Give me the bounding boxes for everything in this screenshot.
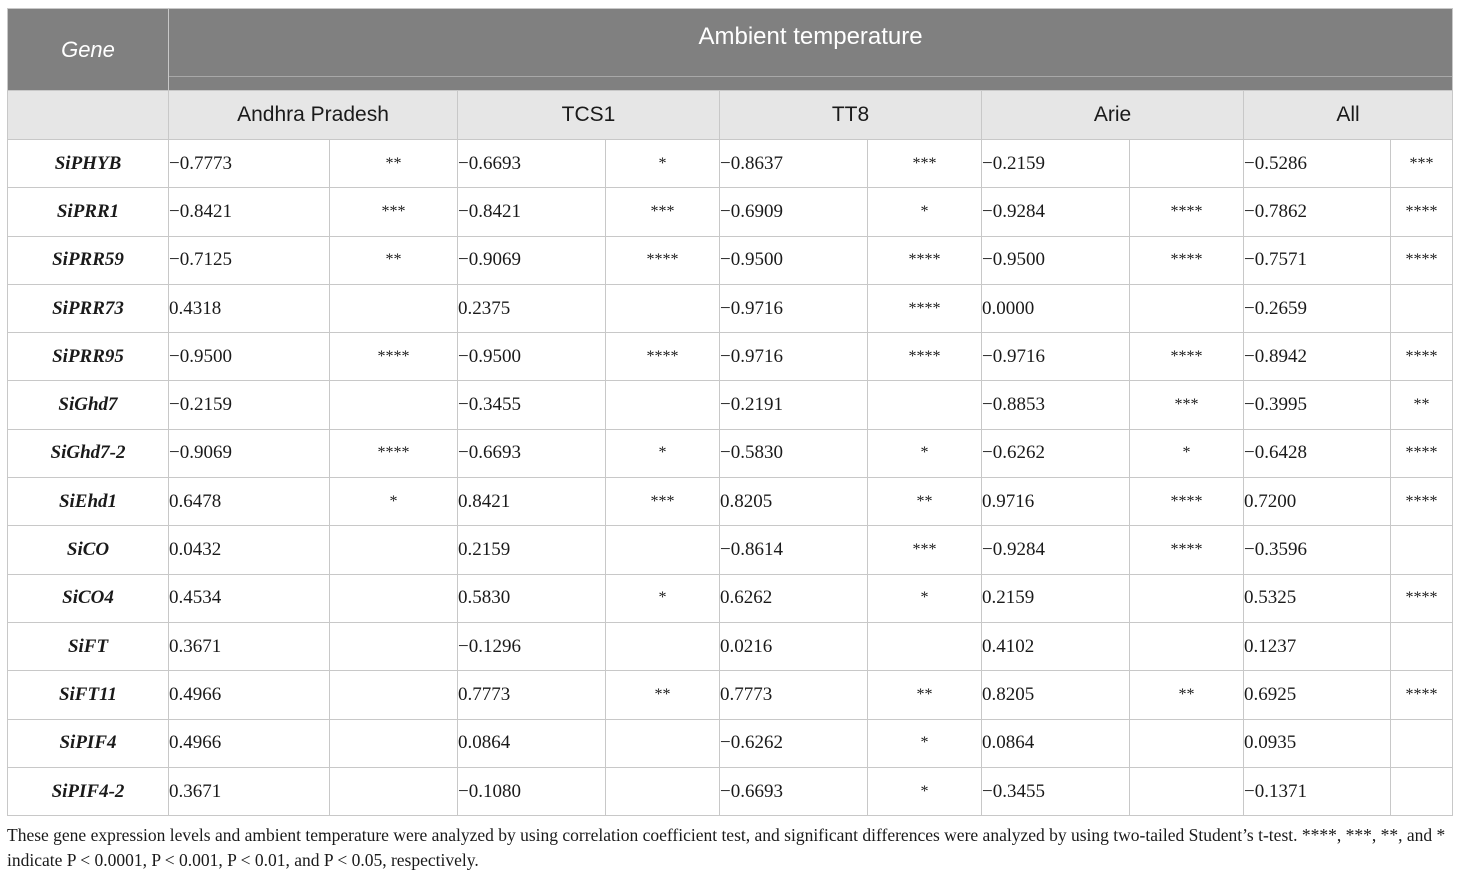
table-body	[8, 140, 1453, 816]
significance-mark: *	[606, 574, 720, 622]
significance-mark	[330, 622, 458, 670]
significance-mark	[1130, 719, 1244, 767]
significance-mark	[1391, 767, 1453, 815]
significance-mark	[606, 622, 720, 670]
gene-name: SiCO	[8, 526, 169, 574]
correlation-value: 0.0000	[982, 284, 1130, 332]
correlation-value: 0.6478	[169, 478, 330, 526]
header-row-top	[8, 9, 1453, 91]
significance-mark	[1391, 526, 1453, 574]
table-row	[8, 478, 1453, 526]
significance-mark: **	[868, 671, 982, 719]
correlation-table	[7, 8, 1453, 816]
significance-mark	[330, 671, 458, 719]
significance-mark: ****	[868, 236, 982, 284]
table-row	[8, 574, 1453, 622]
significance-mark: ****	[330, 429, 458, 477]
correlation-value: −0.3455	[458, 381, 606, 429]
gene-name: SiFT11	[8, 671, 169, 719]
significance-mark: *	[1130, 429, 1244, 477]
correlation-value: −0.2191	[720, 381, 868, 429]
correlation-value: −0.1371	[1244, 767, 1391, 815]
significance-mark: ****	[330, 333, 458, 381]
gene-name: SiCO4	[8, 574, 169, 622]
correlation-value: −0.8853	[982, 381, 1130, 429]
significance-mark: ****	[868, 333, 982, 381]
significance-mark: ****	[1391, 671, 1453, 719]
table-row	[8, 526, 1453, 574]
correlation-value: −0.8421	[458, 188, 606, 236]
correlation-value: −0.1296	[458, 622, 606, 670]
significance-mark: ***	[1391, 140, 1453, 188]
correlation-value: −0.8637	[720, 140, 868, 188]
significance-mark: ****	[1130, 188, 1244, 236]
significance-mark: ***	[868, 526, 982, 574]
correlation-value: −0.9716	[720, 333, 868, 381]
header-divider	[169, 76, 1452, 77]
gene-name: SiPRR95	[8, 333, 169, 381]
correlation-value: 0.2159	[982, 574, 1130, 622]
significance-mark: ****	[606, 236, 720, 284]
significance-mark	[606, 381, 720, 429]
correlation-value: −0.9069	[169, 429, 330, 477]
gene-name: SiEhd1	[8, 478, 169, 526]
table-row	[8, 140, 1453, 188]
correlation-value: −0.6428	[1244, 429, 1391, 477]
correlation-value: −0.9069	[458, 236, 606, 284]
gene-name: SiPIF4	[8, 719, 169, 767]
table-row	[8, 429, 1453, 477]
significance-mark	[330, 526, 458, 574]
significance-mark	[1391, 622, 1453, 670]
significance-mark: *	[606, 429, 720, 477]
significance-mark	[868, 381, 982, 429]
table-row	[8, 236, 1453, 284]
correlation-value: −0.2159	[169, 381, 330, 429]
correlation-value: 0.5830	[458, 574, 606, 622]
correlation-value: 0.8205	[982, 671, 1130, 719]
correlation-value: 0.6262	[720, 574, 868, 622]
correlation-value: 0.1237	[1244, 622, 1391, 670]
correlation-value: −0.9500	[982, 236, 1130, 284]
gene-header-blank	[8, 91, 169, 140]
ambient-temperature-header	[169, 9, 1453, 91]
correlation-value: −0.3455	[982, 767, 1130, 815]
gene-name: SiPHYB	[8, 140, 169, 188]
correlation-value: 0.0216	[720, 622, 868, 670]
column-header: All	[1244, 91, 1453, 140]
correlation-value: 0.0864	[982, 719, 1130, 767]
significance-mark: ****	[1391, 429, 1453, 477]
significance-mark	[1130, 284, 1244, 332]
column-header: Andhra Pradesh	[169, 91, 458, 140]
significance-mark	[606, 767, 720, 815]
correlation-value: −0.6262	[982, 429, 1130, 477]
significance-mark: ****	[606, 333, 720, 381]
significance-mark	[330, 767, 458, 815]
correlation-value: 0.2375	[458, 284, 606, 332]
gene-name: SiPRR59	[8, 236, 169, 284]
significance-mark: ****	[1391, 236, 1453, 284]
significance-mark: *	[330, 478, 458, 526]
significance-mark	[1130, 574, 1244, 622]
correlation-value: −0.9716	[982, 333, 1130, 381]
correlation-value: −0.7773	[169, 140, 330, 188]
correlation-value: −0.8421	[169, 188, 330, 236]
correlation-value: −0.8614	[720, 526, 868, 574]
table-row	[8, 719, 1453, 767]
gene-name: SiPRR73	[8, 284, 169, 332]
correlation-value: 0.5325	[1244, 574, 1391, 622]
significance-mark	[606, 526, 720, 574]
ambient-temperature-label: Ambient temperature	[698, 23, 923, 50]
significance-mark: **	[330, 236, 458, 284]
significance-mark	[330, 381, 458, 429]
significance-mark: ****	[868, 284, 982, 332]
correlation-value: 0.4318	[169, 284, 330, 332]
significance-mark: *	[868, 574, 982, 622]
significance-mark	[330, 719, 458, 767]
correlation-value: −0.3596	[1244, 526, 1391, 574]
correlation-value: −0.6693	[458, 140, 606, 188]
table-row	[8, 333, 1453, 381]
correlation-value: 0.8421	[458, 478, 606, 526]
gene-header: Gene	[8, 9, 169, 91]
correlation-value: −0.9500	[720, 236, 868, 284]
significance-mark: ***	[606, 188, 720, 236]
significance-mark: ****	[1130, 526, 1244, 574]
correlation-value: 0.8205	[720, 478, 868, 526]
significance-mark: ***	[1130, 381, 1244, 429]
correlation-value: −0.7862	[1244, 188, 1391, 236]
correlation-value: −0.1080	[458, 767, 606, 815]
correlation-value: 0.2159	[458, 526, 606, 574]
gene-name: SiPRR1	[8, 188, 169, 236]
correlation-value: −0.9284	[982, 526, 1130, 574]
correlation-value: 0.4966	[169, 719, 330, 767]
significance-mark: *	[868, 719, 982, 767]
significance-mark: ****	[1130, 333, 1244, 381]
significance-mark	[330, 574, 458, 622]
correlation-value: 0.4534	[169, 574, 330, 622]
significance-mark	[330, 284, 458, 332]
significance-mark	[1130, 622, 1244, 670]
significance-mark	[868, 622, 982, 670]
significance-mark: **	[606, 671, 720, 719]
table-footnote: These gene expression levels and ambient temperature were analyzed by using correlation coefficient test, and significant differences were analyzed by using two-tailed Student’s t-test. ****, ***, **, and * indicate P < 0.0001, P < 0.001, P < 0.01, and P < 0.05, respectively.	[7, 825, 1446, 870]
correlation-value: −0.8942	[1244, 333, 1391, 381]
correlation-value: 0.0432	[169, 526, 330, 574]
significance-mark	[1130, 767, 1244, 815]
correlation-value: 0.7773	[720, 671, 868, 719]
significance-mark: ****	[1130, 236, 1244, 284]
correlation-value: 0.7200	[1244, 478, 1391, 526]
significance-mark	[606, 719, 720, 767]
significance-mark: ****	[1391, 333, 1453, 381]
gene-name: SiGhd7	[8, 381, 169, 429]
correlation-value: −0.7571	[1244, 236, 1391, 284]
correlation-value: 0.4102	[982, 622, 1130, 670]
table-row	[8, 381, 1453, 429]
correlation-value: −0.2659	[1244, 284, 1391, 332]
correlation-value: −0.2159	[982, 140, 1130, 188]
significance-mark: **	[1391, 381, 1453, 429]
significance-mark	[1130, 140, 1244, 188]
significance-mark: ***	[868, 140, 982, 188]
significance-mark	[1391, 284, 1453, 332]
significance-mark: **	[868, 478, 982, 526]
significance-mark: *	[868, 429, 982, 477]
correlation-value: 0.3671	[169, 767, 330, 815]
significance-mark: ****	[1130, 478, 1244, 526]
correlation-value: −0.6693	[720, 767, 868, 815]
correlation-value: −0.9716	[720, 284, 868, 332]
table-row	[8, 622, 1453, 670]
significance-mark	[1391, 719, 1453, 767]
table-row	[8, 188, 1453, 236]
significance-mark: ***	[606, 478, 720, 526]
header-row-sub	[8, 91, 1453, 140]
correlation-value: 0.7773	[458, 671, 606, 719]
significance-mark: *	[606, 140, 720, 188]
significance-mark	[606, 284, 720, 332]
correlation-value: 0.4966	[169, 671, 330, 719]
gene-name: SiGhd7-2	[8, 429, 169, 477]
gene-name: SiPIF4-2	[8, 767, 169, 815]
correlation-value: −0.7125	[169, 236, 330, 284]
table-row	[8, 284, 1453, 332]
significance-mark: ****	[1391, 574, 1453, 622]
significance-mark: *	[868, 188, 982, 236]
correlation-value: −0.6262	[720, 719, 868, 767]
correlation-value: −0.9500	[169, 333, 330, 381]
table-row	[8, 767, 1453, 815]
correlation-value: 0.3671	[169, 622, 330, 670]
significance-mark: **	[330, 140, 458, 188]
table-row	[8, 671, 1453, 719]
column-header: TT8	[720, 91, 982, 140]
significance-mark: ****	[1391, 188, 1453, 236]
correlation-value: 0.6925	[1244, 671, 1391, 719]
correlation-value: −0.9500	[458, 333, 606, 381]
correlation-value: −0.5830	[720, 429, 868, 477]
significance-mark: **	[1130, 671, 1244, 719]
significance-mark: ***	[330, 188, 458, 236]
significance-mark: *	[868, 767, 982, 815]
column-header: TCS1	[458, 91, 720, 140]
correlation-value: 0.0864	[458, 719, 606, 767]
correlation-value: −0.3995	[1244, 381, 1391, 429]
correlation-value: −0.9284	[982, 188, 1130, 236]
correlation-value: 0.0935	[1244, 719, 1391, 767]
column-header: Arie	[982, 91, 1244, 140]
correlation-value: 0.9716	[982, 478, 1130, 526]
gene-name: SiFT	[8, 622, 169, 670]
significance-mark: ****	[1391, 478, 1453, 526]
correlation-value: −0.5286	[1244, 140, 1391, 188]
correlation-value: −0.6693	[458, 429, 606, 477]
correlation-value: −0.6909	[720, 188, 868, 236]
